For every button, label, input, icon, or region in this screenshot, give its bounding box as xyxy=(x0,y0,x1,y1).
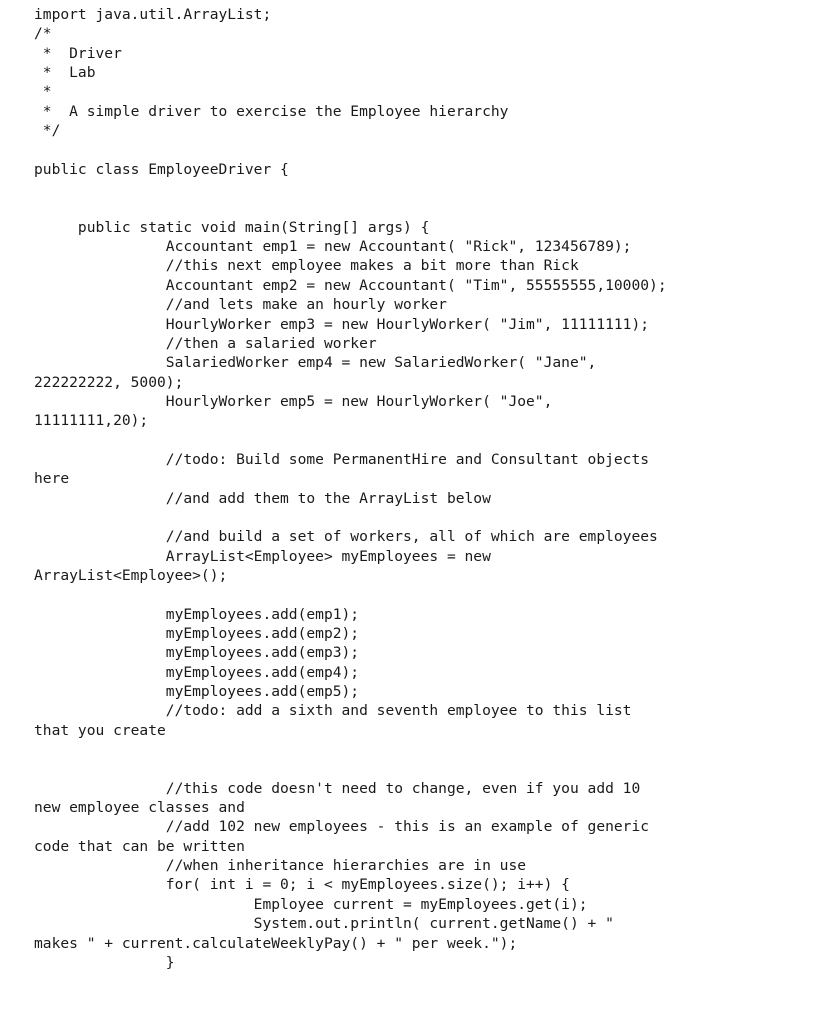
code-line: for( int i = 0; i < myEmployees.size(); i++) { xyxy=(34,876,570,894)
code-line: System.out.println( current.getName() + " xyxy=(34,915,614,933)
code-line: //and build a set of workers, all of which are employees xyxy=(34,528,658,546)
code-line: import java.util.ArrayList; xyxy=(34,6,272,23)
code-line: 222222222, 5000); xyxy=(34,373,184,391)
code-line: * xyxy=(34,83,52,101)
code-line: * A simple driver to exercise the Employee hierarchy xyxy=(34,102,509,120)
code-line: code that can be written xyxy=(34,837,245,855)
code-line: HourlyWorker emp5 = new HourlyWorker( "Joe", xyxy=(34,392,553,410)
code-line: public class EmployeeDriver { xyxy=(34,160,289,178)
code-line: Employee current = myEmployees.get(i); xyxy=(34,895,588,913)
code-line: Accountant emp1 = new Accountant( "Rick", 123456789); xyxy=(34,238,632,256)
code-line: /* xyxy=(34,25,52,43)
code-line: //this code doesn't need to change, even if you add 10 xyxy=(34,779,641,797)
code-line xyxy=(34,198,667,217)
code-line: * Lab xyxy=(34,64,96,82)
code-line: //and add them to the ArrayList below xyxy=(34,489,491,507)
code-line: that you create xyxy=(34,721,166,739)
code-line: myEmployees.add(emp3); xyxy=(34,644,360,662)
code-line: SalariedWorker emp4 = new SalariedWorker( "Jane", xyxy=(34,354,597,372)
code-line: public static void main(String[] args) { xyxy=(34,218,430,236)
code-line: //this next employee makes a bit more than Rick xyxy=(34,257,579,275)
code-line xyxy=(34,179,667,198)
code-line xyxy=(34,759,667,778)
code-line: 11111111,20); xyxy=(34,412,149,430)
code-line: //then a salaried worker xyxy=(34,334,377,352)
code-line: ArrayList<Employee>(); xyxy=(34,566,228,584)
code-line: */ xyxy=(34,122,61,140)
code-line: * Driver xyxy=(34,44,122,62)
code-line: } xyxy=(34,953,175,971)
code-line: //add 102 new employees - this is an example of generic xyxy=(34,818,650,836)
code-line: HourlyWorker emp3 = new HourlyWorker( "Jim", 11111111); xyxy=(34,315,650,333)
code-line: ArrayList<Employee> myEmployees = new xyxy=(34,547,491,565)
code-line: //todo: add a sixth and seventh employee to this list xyxy=(34,702,632,720)
code-line: myEmployees.add(emp2); xyxy=(34,625,360,642)
code-line: Accountant emp2 = new Accountant( "Tim", 55555555,10000); xyxy=(34,276,667,294)
code-line: myEmployees.add(emp1); xyxy=(34,605,360,623)
code-line: //todo: Build some PermanentHire and Consultant objects xyxy=(34,450,650,468)
code-line xyxy=(34,508,667,527)
code-line xyxy=(34,740,667,759)
code-line: //and lets make an hourly worker xyxy=(34,296,447,314)
code-line xyxy=(34,140,667,159)
code-line: here xyxy=(34,470,70,488)
code-line: myEmployees.add(emp5); xyxy=(34,683,360,701)
code-line xyxy=(34,585,667,604)
code-listing xyxy=(34,5,667,972)
code-line: new employee classes and xyxy=(34,799,245,817)
code-line: myEmployees.add(emp4); xyxy=(34,663,360,681)
code-line: makes " + current.calculateWeeklyPay() + " per week."); xyxy=(34,934,518,952)
code-line xyxy=(34,431,667,450)
code-line: //when inheritance hierarchies are in use xyxy=(34,857,527,875)
